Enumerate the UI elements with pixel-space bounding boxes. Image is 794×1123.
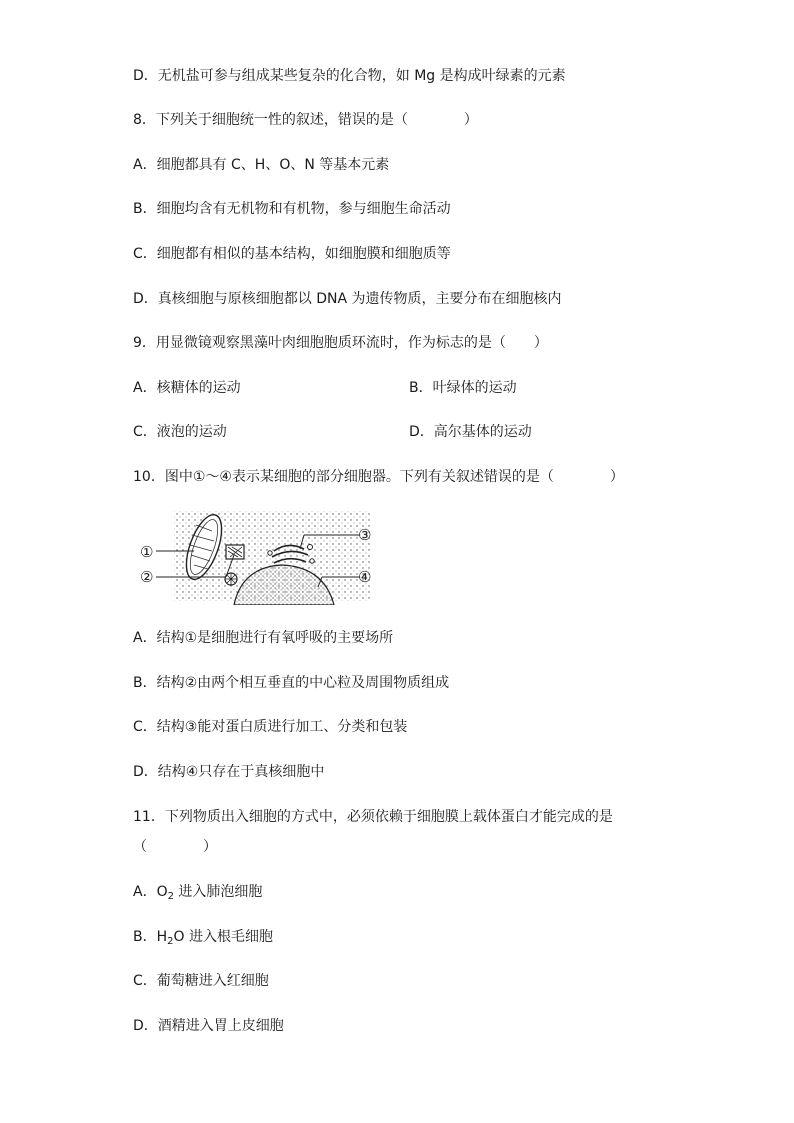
q11-stem-line1: 11．下列物质出入细胞的方式中，必须依赖于细胞膜上载体蛋白才能完成的是	[133, 809, 613, 825]
figure-label-3: ③	[358, 526, 372, 544]
figure-label-4: ④	[358, 568, 372, 586]
q11-option-c: C．葡萄糖进入红细胞	[133, 973, 269, 989]
q11-option-d: D．酒精进入胃上皮细胞	[133, 1018, 284, 1034]
q9-option-b: B．叶绿体的运动	[409, 380, 517, 396]
q11-option-a-prefix: A．O	[133, 884, 168, 900]
q8-option-a: A．细胞都具有 C、H、O、N 等基本元素	[133, 157, 390, 173]
q11-option-a	[133, 882, 262, 902]
q8-option-c: C．细胞都有相似的基本结构，如细胞膜和细胞质等	[133, 246, 451, 262]
organelle-diagram	[134, 507, 378, 605]
q10-option-c: C．结构③能对蛋白质进行加工、分类和包装	[133, 719, 408, 735]
figure-label-1: ①	[140, 543, 154, 561]
q8-stem: 8．下列关于细胞统一性的叙述，错误的是（ ）	[133, 112, 478, 128]
q9-option-c: C．液泡的运动	[133, 424, 227, 440]
q10-option-d: D．结构④只存在于真核细胞中	[133, 764, 325, 780]
q9-stem: 9．用显微镜观察黑藻叶肉细胞胞质环流时，作为标志的是（ ）	[133, 335, 548, 351]
q11-stem-line2: （ ）	[133, 839, 217, 855]
q11-option-a-sub: 2	[167, 891, 174, 902]
q8-option-b: B．细胞均含有无机物和有机物，参与细胞生命活动	[133, 201, 451, 217]
q11-option-b-sub: 2	[167, 936, 174, 947]
q11-option-a-suffix: 进入肺泡细胞	[173, 884, 263, 900]
figure-label-2: ②	[140, 568, 154, 586]
q11-option-b-prefix: B．H	[133, 929, 168, 945]
q9-option-d: D．高尔基体的运动	[409, 424, 532, 440]
q9-option-a: A．核糖体的运动	[133, 380, 241, 396]
q10-stem: 10．图中①～④表示某细胞的部分细胞器。下列有关叙述错误的是（ ）	[133, 469, 624, 485]
q8-option-d: D．真核细胞与原核细胞都以 DNA 为遗传物质，主要分布在细胞核内	[133, 291, 562, 307]
q11-option-b	[133, 927, 273, 947]
q10-option-a: A．结构①是细胞进行有氧呼吸的主要场所	[133, 630, 394, 646]
q7-option-d: D．无机盐可参与组成某些复杂的化合物，如 Mg 是构成叶绿素的元素	[133, 68, 566, 84]
q11-option-b-suffix: O 进入根毛细胞	[173, 929, 273, 945]
q10-option-b: B．结构②由两个相互垂直的中心粒及周围物质组成	[133, 675, 450, 691]
organelle-figure	[134, 507, 378, 605]
